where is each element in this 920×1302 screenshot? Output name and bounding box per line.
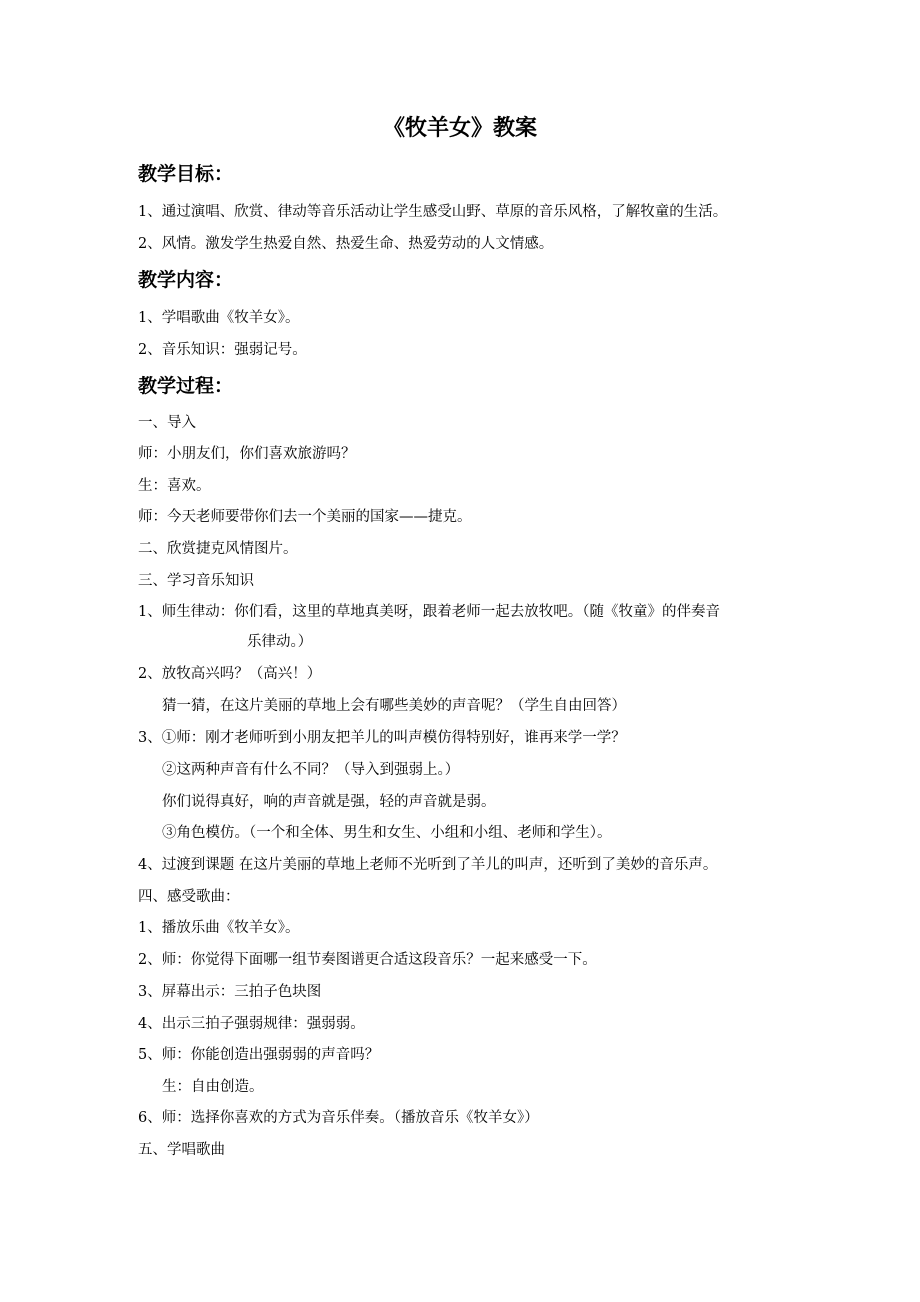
process-line-continuation: 乐律动。） (247, 634, 313, 650)
process-line: 五、学唱歌曲 (138, 1142, 225, 1158)
process-line: 1、播放乐曲《牧羊女》。 (138, 920, 300, 936)
process-line: 一、导入 (138, 415, 196, 431)
process-line: 二、欣赏捷克风情图片。 (138, 541, 298, 557)
process-line: 4、过渡到课题 在这片美丽的草地上老师不光听到了羊儿的叫声，还听到了美妙的音乐声。 (138, 857, 718, 873)
process-line: ③角色模仿。（一个和全体、男生和女生、小组和小组、老师和学生）。 (162, 825, 612, 841)
process-line: 4、出示三拍子强弱规律：强弱弱。 (138, 1016, 365, 1032)
process-line: 师：今天老师要带你们去一个美丽的国家——捷克。 (138, 509, 472, 525)
goals-line-1: 1、通过演唱、欣赏、律动等音乐活动让学生感受山野、草原的音乐风格，了解牧童的生活。 (138, 204, 728, 220)
process-line: 5、师：你能创造出强弱弱的声音吗？ (138, 1047, 380, 1063)
process-line: ②这两种声音有什么不同？（导入到强弱上。） (162, 762, 460, 778)
process-line: 你们说得真好，响的声音就是强，轻的声音就是弱。 (162, 794, 496, 810)
document-title: 《牧羊女》教案 (382, 116, 537, 141)
section-heading-content: 教学内容： (138, 269, 234, 291)
process-line: 2、师：你觉得下面哪一组节奏图谱更合适这段音乐？一起来感受一下。 (138, 952, 597, 968)
content-line-1: 1、学唱歌曲《牧羊女》。 (138, 310, 300, 326)
process-line: 1、师生律动：你们看，这里的草地真美呀，跟着老师一起去放牧吧。（随《牧童》的伴奏音 (138, 604, 720, 620)
process-line: 生：自由创造。 (162, 1079, 264, 1095)
section-heading-process: 教学过程： (138, 375, 234, 397)
process-line: 四、感受歌曲： (138, 889, 240, 905)
process-line: 6、师：选择你喜欢的方式为音乐伴奏。（播放音乐《牧羊女》） (138, 1110, 539, 1126)
process-line: 生：喜欢。 (138, 478, 211, 494)
process-line: 2、放牧高兴吗？（高兴！） (138, 666, 322, 682)
process-line: 3、①师：刚才老师听到小朋友把羊儿的叫声模仿得特别好，谁再来学一学？ (138, 730, 626, 746)
process-line: 三、学习音乐知识 (138, 573, 254, 589)
process-line: 3、屏幕出示：三拍子色块图 (138, 984, 322, 1000)
process-line: 猜一猜，在这片美丽的草地上会有哪些美妙的声音呢？（学生自由回答） (162, 698, 626, 714)
process-line: 师：小朋友们，你们喜欢旅游吗？ (138, 446, 356, 462)
content-line-2: 2、音乐知识：强弱记号。 (138, 342, 307, 358)
goals-line-2: 2、风情。激发学生热爱自然、热爱生命、热爱劳动的人文情感。 (138, 236, 554, 252)
section-heading-goals: 教学目标： (138, 163, 234, 185)
